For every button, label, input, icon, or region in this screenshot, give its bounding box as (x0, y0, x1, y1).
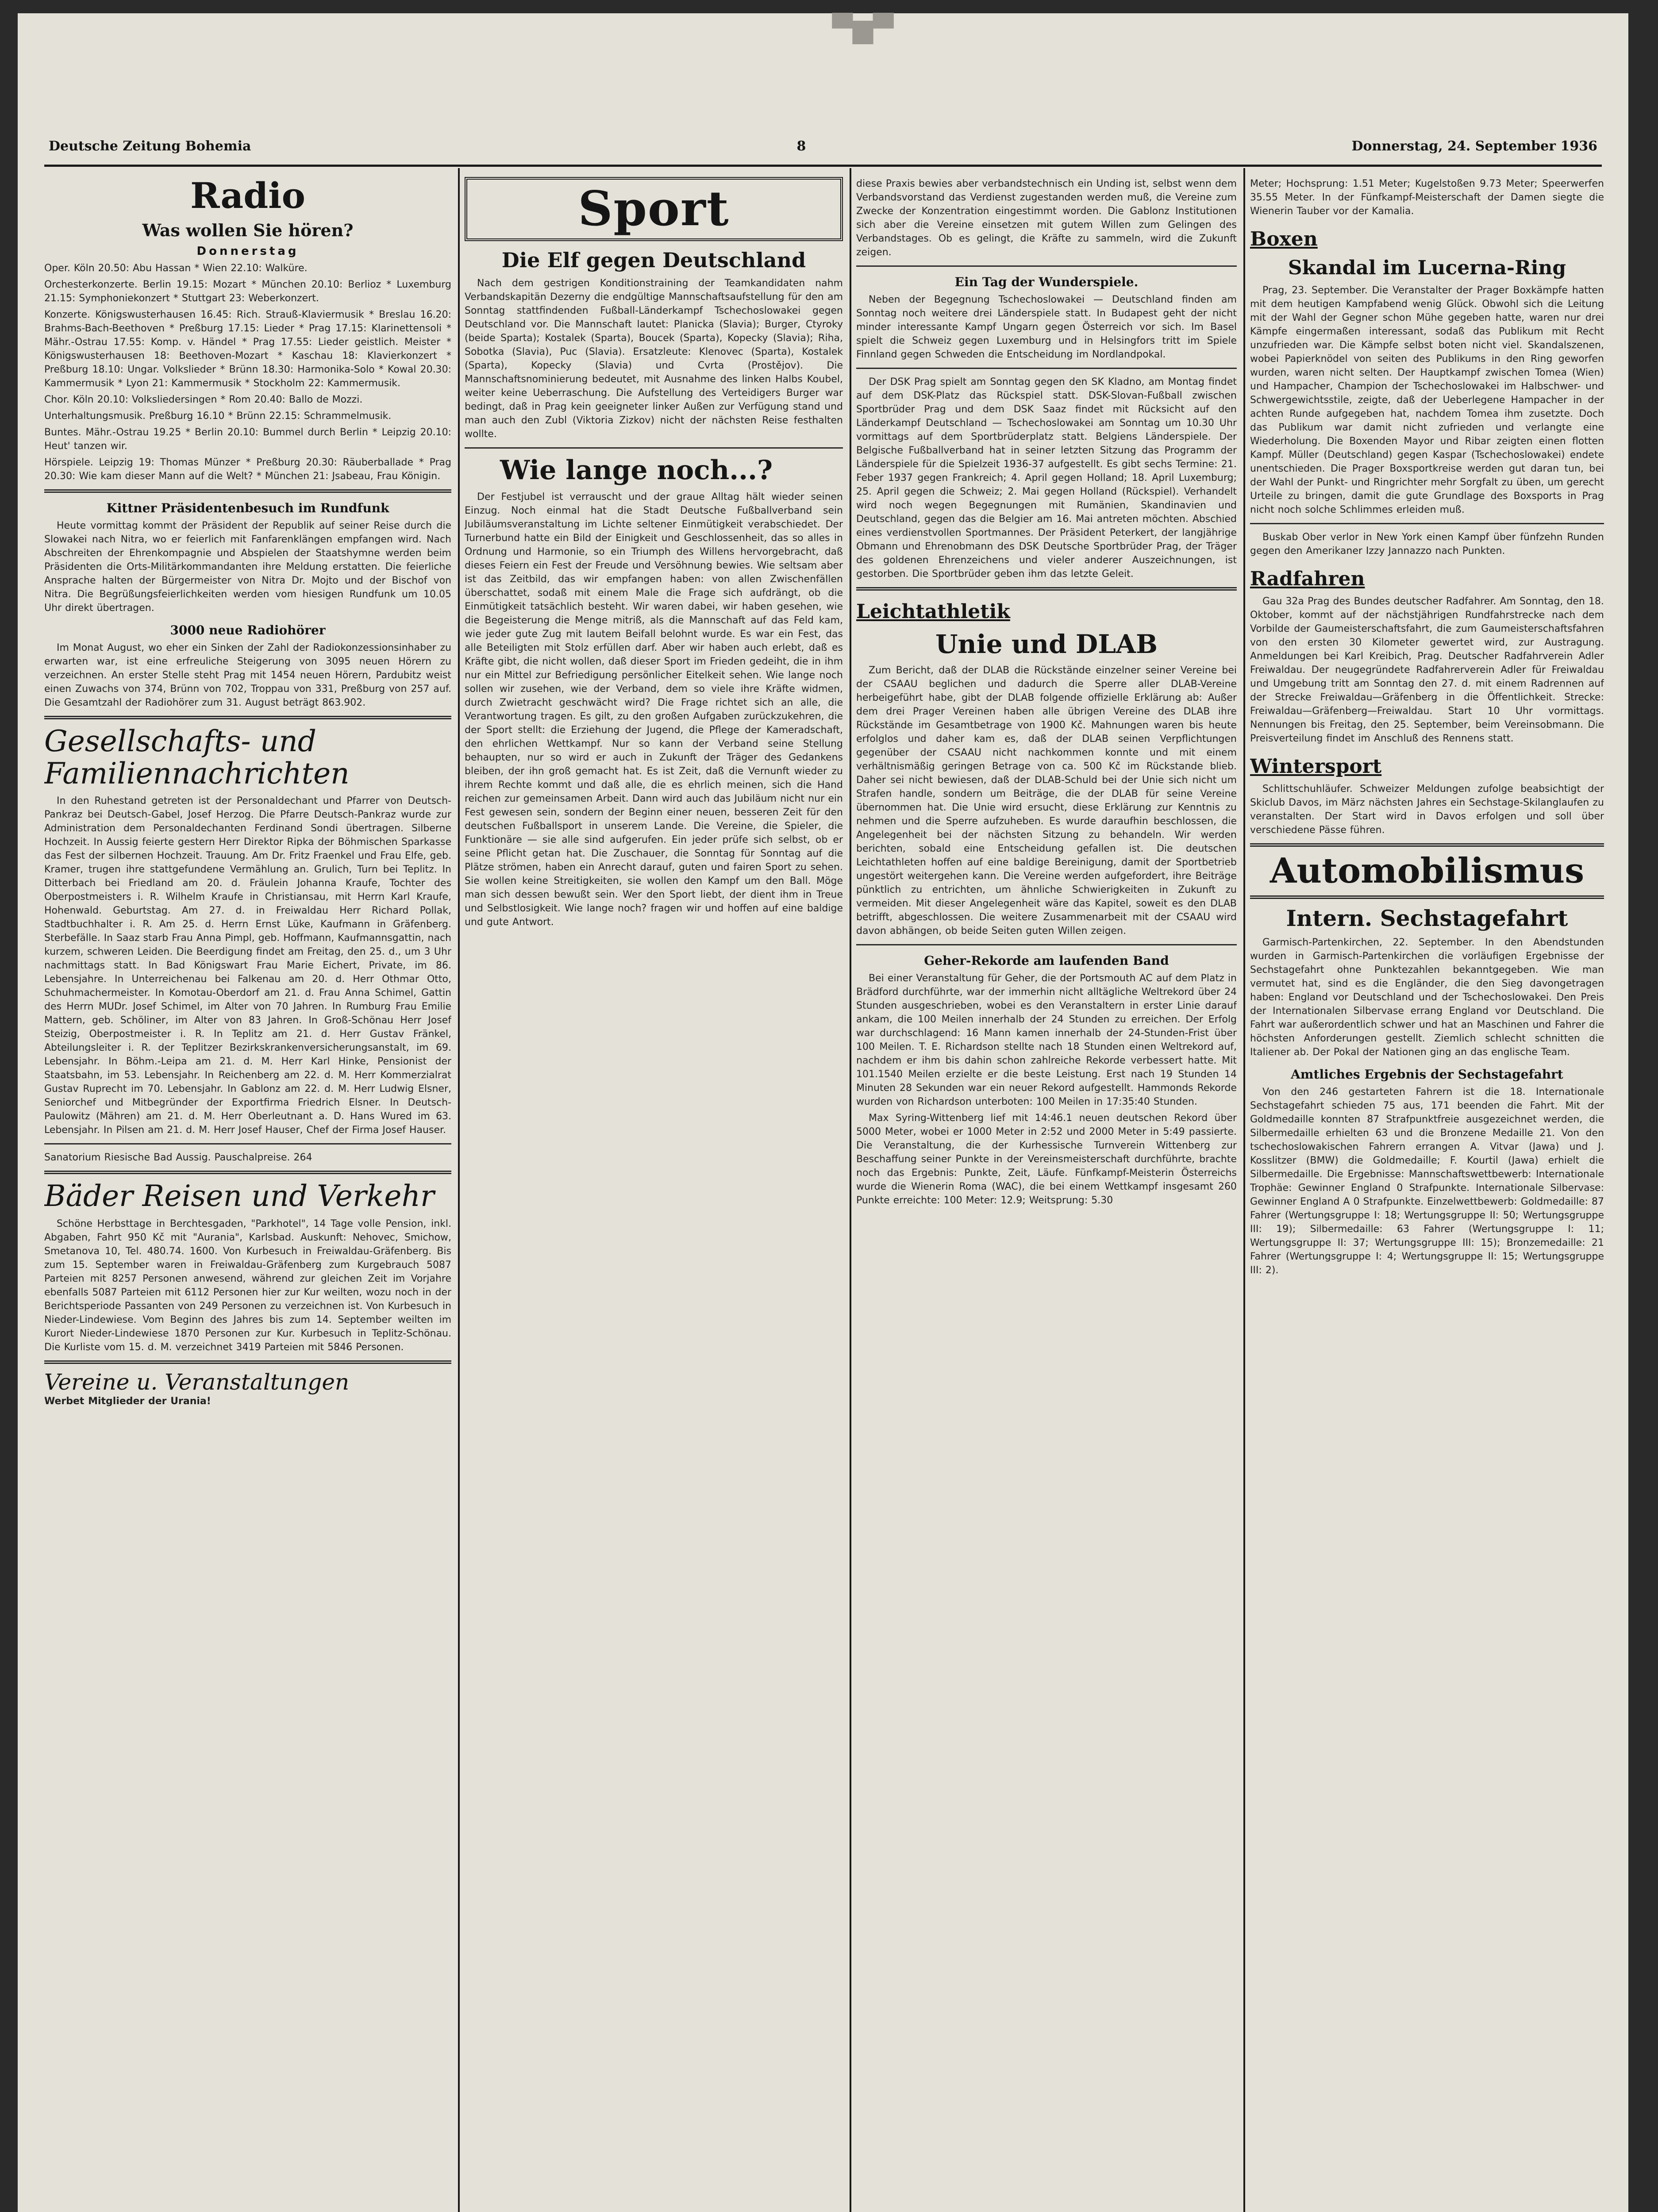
advertisement: Sanatorium Riesische Bad Aussig. Pauschalpreise. 264 (44, 1152, 312, 1164)
article-body: Bei einer Veranstaltung für Geher, die der Portsmouth AC auf dem Platz in Brädford durchführte, war der immerhin nicht alltägliche Weltrekord über 24 Stunden ausgeschrieben, wobei es den Veranstaltern in erster Linie darauf ankam, die 100 Meilen innerhalb der 24 Stunden zu erreichen. Der Erfolg war durchschlagend: 16 Mann kamen innerhalb der 24-Stunden-Frist über 100 Meilen. T. E. Richardson stellte nach 18 Stunden einen Weltrekord auf, nachdem er ihm bis dahin schon zahlreiche Rekorde verbessert hatte. Mit 101.1540 Meilen erzielte er die beste Leistung. Erst nach 19 Stunden 14 Minuten 28 Sekunden war ein neuer Rekord aufgestellt. Hammonds Rekorde wurden von Richardson unterboten: 100 Meilen in 17:35:40 Stunden. (856, 973, 1237, 1107)
divider (44, 1143, 451, 1144)
divider (44, 1171, 451, 1174)
column-boxing-motor (1250, 177, 1604, 2212)
events-notices: Werbet Mitglieder der Urania! (44, 1395, 211, 1407)
article-heading: Wie lange noch...? (500, 455, 773, 486)
article-body: Schlittschuhläufer. Schweizer Meldungen zufolge beabsichtigt der Skiclub Davos, im März nächsten Jahres ein Sechstage-Skilanglaufen zu veranstalten. Der Start wird in Davos erfolgen und soll über verschiedene Pässe führen. (1250, 783, 1604, 836)
column-sport (465, 177, 843, 2212)
article-body: Von den 246 gestarteten Fahrern ist die 18. Internationale Sechstagefahrt schieden 75 aus, 171 beenden die Fahrt. Mit der Goldmedaille konnten 87 Strafpunktfreie ausgezeichnet werden, die Silbermedaille erhielten 63 und die Bronzene Medaille 21. Von den tschechoslowakischen Fahrern errangen A. Vitvar (Jawa) und J. Kosslitzer (BMW) die Goldmedaille; F. Kourtil (Jawa) erhielt die Silbermedaille. Die Ergebnisse: Mannschaftswettbewerb: Internationale Trophäe: Gewinner England 0 Strafpunkte. Internationale Silbervase: Gewinner England A 0 Strafpunkte. Einzelwettbewerb: Goldmedaille: 87 Fahrer (Wertungsgruppe I: 18; Wertungsgruppe II: 50; Wertungsgruppe III: 19); Silbermedaille: 63 Fahrer (Wertungsgruppe I: 11; Wertungsgruppe II: 37; Wertungsgruppe III: 15); Bronzemedaille: 21 Fahrer (Wertungsgruppe I: 4; Wertungsgruppe II: 15; Wertungsgruppe III: 2). (1250, 1086, 1604, 1276)
article-heading: Geher-Rekorde am laufenden Band (924, 953, 1169, 968)
article-heading: Amtliches Ergebnis der Sechstagefahrt (1291, 1067, 1563, 1082)
divider (856, 265, 1237, 267)
column-divider (458, 168, 460, 2212)
radio-item: Konzerte. Königswusterhausen 16.45: Rich. Strauß-Klaviermusik * Breslau 16.20: Brahms-Bach-Beethoven * Preßburg 17.15: Lieder * Prag 17.15: Klarinettensoli * Mähr.-Ostrau 17.55: Komp. v. Händel * Prag 17.55: Lieder geistlich. Meister * Königswusterhausen 18: Beethoven-Mozart * Kaschau 18: Klavierkonzert * Preßburg 18.10: Ungar. Volkslieder * Brünn 18.30: Harmonika-Solo * Kowal 20.30: Kammermusik * Lyon 21: Kammermusik * Stockholm 22: Kammermusik. (44, 309, 451, 389)
section-title: Radfahren (1250, 568, 1365, 590)
article-body: Neben der Begegnung Tschechoslowakei — Deutschland finden am Sonntag noch weitere drei Länderspiele statt. In Budapest geht der nicht minder interessante Kampf Ungarn gegen Österreich vor sich. Im Basel spielt die Schweiz gegen Luxemburg und in Helsingfors tritt im Spiele Finnland gegen Schweden die Entscheidung im Nordlandpokal. (856, 294, 1237, 360)
column-divider (850, 168, 851, 2212)
radio-item: Buntes. Mähr.-Ostrau 19.25 * Berlin 20.10: Bummel durch Berlin * Leipzig 20.10: Heut' tanzen wir. (44, 427, 451, 452)
article-heading: 3000 neue Radiohörer (170, 623, 326, 637)
archive-stamp: ▀▆▀ (832, 13, 894, 44)
sport-title: Sport (578, 181, 730, 237)
article-body: Der DSK Prag spielt am Sonntag gegen den SK Kladno, am Montag findet auf dem DSK-Platz das Rückspiel statt. DSK-Slovan-Fußball zwischen Sportbrüder Prag und dem DSK Saaz findet mit Rücksicht auf den Länderkampf Deutschland — Tschechoslowakei am Sonntag um 10.30 Uhr vormittags auf dem Sportbrüderplatz statt. Belgiens Länderspiele. Der Belgische Fußballverband hat in seiner letzten Sitzung das Programm der Länderspiele für die Spielzeit 1936-37 aufgestellt. Es gibt sechs Termine: 21. Feber 1937 gegen Frankreich; 4. April gegen Holland; 18. April Luxemburg; 25. April gegen die Schweiz; 2. Mai gegen Holland (Rückspiel). Verhandelt wird noch wegen Begegnungen mit Rumänien, Skandinavien und Deutschland, gegen das die Belgier am 16. Mai antreten möchten. Abschied eines verdienstvollen Sportmannes. Der Präsident Peterkert, der langjährige Obmann und Ehrenobmann des DSK Deutsche Sportbrüder Prag, der Träger des goldenen Ehrenzeichens und vieler anderer Auszeichnungen, ist gestorben. Die Sportbrüder geben ihm das letzte Geleit. (856, 376, 1237, 580)
article-heading: Ein Tag der Wunderspiele. (954, 275, 1139, 289)
radio-day: Donnerstag (196, 245, 299, 258)
newspaper-page (18, 13, 1628, 2212)
article-heading: Kittner Präsidentenbesuch im Rundfunk (106, 501, 389, 515)
section-title: Wintersport (1250, 755, 1382, 778)
article-body: Heute vormittag kommt der Präsident der Republik auf seiner Reise durch die Slowakei nach Nitra, wo er feierlich mit Fanfarenklängen empfangen wird. Nach Abschreiten der Ehrenkompagnie und Abspielen der Staatshymne werden beim Präsidenten die Orts-Militärkommandanten ihre Meldung erstatten. Die feierliche Ansprache halten der Bürgermeister von Nitra Dr. Mojto und der Bischof von Nitra. Die Begrüßungsfeierlichkeiten werden vom hiesigen Rundfunk um 10.05 Uhr direkt übertragen. (44, 520, 451, 614)
family-notices: In den Ruhestand getreten ist der Personaldechant und Pfarrer von Deutsch-Pankraz bei Deutsch-Gabel, Josef Herzog. Die Pfarre Deutsch-Pankraz wurde zur Administration dem Personaldechanten Ferdinand Sondi übertragen. Silberne Hochzeit. In Aussig feierte gestern Herr Direktor Ripka der Böhmischen Sparkasse das Fest der silbernen Hochzeit. Trauung. Am Dr. Fritz Fraenkel und Frau Elfe, geb. Kramer, trugen ihre stattgefundene Vermählung an. Grulich, Turn bei Teplitz. In Ditterbach bei Friedland am 20. d. Fräulein Johanna Kraufe, Tochter des Oberpostmeisters i. R. Wilhelm Kraufe in Christiansau, mit Herrn Karl Kraufe, Hohenwald. Geburtstag. Am 27. d. in Freiwaldau Herr Richard Pollak, Stadtbuchhalter i. R. Am 25. d. Herrn Ernst Lüke, Kaufmann in Gräfenberg. Sterbefälle. In Saaz starb Frau Anna Pimpl, geb. Hoffmann, Kaufmannsgattin, nach kurzem, schweren Leiden. Die Beerdigung findet am Freitag, den 25. d., um 3 Uhr nachmittags statt. In Bad Königswart Frau Marie Eichert, Private, im 86. Lebensjahre. In Unterreichenau bei Falkenau am 20. d. Herr Othmar Otto, Schuhmachermeister. In Komotau-Oberdorf am 21. d. Frau Anna Schimel, Gattin des Herrn MUDr. Josef Schimel, im Alter von 70 Jahren. In Rumburg Frau Emilie Mattern, geb. Schöliner, im Alter von 83 Jahren. In Groß-Schönau Herr Josef Steizig, Oberpostmeister i. R. In Teplitz am 21. d. Herr Gustav Fränkel, Abteilungsleiter i. R. der Teplitzer Bezirkskrankenversicherungsanstalt, im 69. Lebensjahr. In Böhm.-Leipa am 21. d. M. Herr Karl Hinke, Pensionist der Staatsbahn, im 53. Lebensjahr. In Reichenberg am 22. d. M. Herr Kommerzialrat Gustav Ruprecht im 70. Lebensjahr. In Gablonz am 22. d. M. Herr Ludwig Elsner, Seniorchef und Mitbegründer der Exportfirma Friedrich Elsner. In Deutsch-Paulowitz (Mähren) am 21. d. M. Herr Oberleutnant a. D. Hans Wured im 63. Lebensjahr. In Pilsen am 21. d. M. Herr Josef Hauser, Chef der Firma Josef Hauser. (44, 795, 451, 1136)
travel-notices: Schöne Herbsttage in Berchtesgaden, "Parkhotel", 14 Tage volle Pension, inkl. Abgaben, Fahrt 950 Kč mit "Aurania", Karlsbad. Auskunft: Nehovec, Smichow, Smetanova 10, Tel. 480.74. 1600. Von Kurbesuch in Freiwaldau-Gräfenberg. Bis zum 15. September waren in Freiwaldau-Gräfenberg zum Kurgebrauch 5087 Parteien mit 8257 Personen anwesend, während zur gleichen Zeit im Vorjahre ebenfalls 5087 Parteien mit 6112 Personen hier zur Kur weilten, wozu noch in der Berichtsperiode Passanten von 249 Personen zu verzeichnen ist. Von Kurbesuch in Nieder-Lindewiese. Vom Beginn des Jahres bis zum 14. September weilten im Kurort Nieder-Lindewiese 1870 Personen zur Kur. Kurbesuch in Teplitz-Schönau. Die Kurliste vom 15. d. M. verzeichnet 3419 Parteien mit 5846 Personen. (44, 1218, 451, 1353)
column-radio-family (44, 177, 451, 2212)
divider (856, 944, 1237, 945)
page-number: 8 (796, 138, 806, 154)
radio-program (44, 261, 451, 483)
events-section-title: Vereine u. Veranstaltungen (44, 1369, 350, 1395)
divider (44, 489, 451, 493)
article-heading: Skandal im Lucerna-Ring (1288, 257, 1566, 279)
divider (465, 447, 843, 449)
article-body: Garmisch-Partenkirchen, 22. September. In den Abendstunden wurden in Garmisch-Partenkirchen die vorläufigen Ergebnisse der Sechstagefahrt ohne Punktezahlen bekanntgegeben. Wie man vermutet hat, sind es die Engländer, die den Sieg davongetragen haben: England vor Deutschland und der Tschechoslowakei. Den Preis der Internationalen Silbervase errang England vor Deutschland. Die Fahrt war außerordentlich schwer und hat an Maschinen und Fahrer die höchsten Anforderungen gestellt. Ziemlich schlecht schnitten die Italiener ab. Der Pokal der Nationen ging an das englische Team. (1250, 937, 1604, 1058)
section-title: Boxen (1250, 228, 1318, 250)
column-divider (1243, 168, 1245, 2212)
travel-section-title: Bäder Reisen und Verkehr (44, 1179, 435, 1214)
article-body: Max Syring-Wittenberg lief mit 14:46.1 neuen deutschen Rekord über 5000 Meter, wobei er 1000 Meter in 2:52 und 2000 Meter in 5:49 passierte. Die Veranstaltung, die der Kurhessische Turnverein Wittenberg zur Beschaffung seiner Punkte in der Vereinsmeisterschaft durchführte, brachte noch das Ergebnis: Punkte, Zeit, Läufe. Fünfkampf-Meisterin Österreichs wurde die Wienerin Roma (WAC), die bei einem Wettkampf insgesamt 260 Punkte erreichte: 100 Meter: 12.9; Weitsprung: 5.30 (856, 1113, 1237, 1206)
article-body: Nach dem gestrigen Konditionstraining der Teamkandidaten nahm Verbandskapitän Dezerny die endgültige Mannschaftsaufstellung für den am Sonntag stattfindenden Fußball-Länderkampf Tschechoslowakei gegen Deutschland vor. Die Mannschaft lautet: Planicka (Slavia); Burger, Ctyroky (beide Sparta); Kostalek (Sparta), Boucek (Sparta), Kopecky (Slavia); Riha, Sobotka (Slavia), Puc (Slavia). Ersatzleute: Klenovec (Sparta), Kostalek (Sparta), Kopecky (Slavia) und Cvrta (Prostějov). Die Mannschaftsnominierung bedeutet, mit Ausnahme des linken Halbs Koubel, weiter keine Ueberraschung. Die Aufstellung des Verteidigers Burger war bedingt, daß in Prag kein geeigneter linker Außen zur Verfügung stand und man auch den Zubl (Viktoria Zizkov) nicht der nächsten Reise festhalten wollte. (465, 278, 843, 440)
section-title: Leichtathletik (856, 600, 1010, 623)
divider (1250, 523, 1604, 524)
radio-item: Oper. Köln 20.50: Abu Hassan * Wien 22.10: Walküre. (44, 263, 308, 274)
article-heading: Intern. Sechstagefahrt (1286, 905, 1568, 931)
radio-item: Unterhaltungsmusik. Preßburg 16.10 * Brünn 22.15: Schrammelmusik. (44, 411, 392, 422)
article-body: Im Monat August, wo eher ein Sinken der Zahl der Radiokonzessionsinhaber zu erwarten war, ist eine erfreuliche Steigerung von 3095 neuen Hörern zu verzeichnen. An erster Stelle steht Prag mit 1454 neuen Hörern, Pardubitz weist einen Zuwachs von 374, Brünn von 702, Troppau von 331, Preßburg von 257 auf. Die Gesamtzahl der Radiohörer zum 31. August beträgt 863.902. (44, 642, 451, 708)
article-heading: Die Elf gegen Deutschland (501, 248, 806, 273)
sport-masthead-box (465, 177, 843, 241)
divider (1250, 895, 1604, 899)
issue-date: Donnerstag, 24. September 1936 (1351, 138, 1597, 154)
article-body: Meter; Hochsprung: 1.51 Meter; Kugelstoßen 9.73 Meter; Speerwerfen 35.55 Meter. In der Fünfkampf-Meisterschaft der Damen siegte die Wienerin Tauber vor der Kamalia. (1250, 178, 1604, 217)
family-section-title: Gesellschafts- und Familiennachrichten (44, 724, 350, 791)
radio-item: Chor. Köln 20.10: Volksliedersingen * Rom 20.40: Ballo de Mozzi. (44, 394, 363, 405)
newspaper-name: Deutsche Zeitung Bohemia (49, 138, 251, 154)
article-body: Buskab Ober verlor in New York einen Kampf über fünfzehn Runden gegen den Amerikaner Izzy Jannazzo nach Punkten. (1250, 532, 1604, 557)
article-body: Zum Bericht, daß der DLAB die Rückstände einzelner seiner Vereine bei der CSAAU beglichen und dadurch die Sperre aller DLAB-Vereine herbeigeführt habe, gibt der DLAB folgende offizielle Erklärung ab: Außer dem drei Prager Vereinen haben alle übrigen Vereine des DLAB ihre Rückstände im Gesamtbetrage von 1900 Kč. Mahnungen waren bis heute erfolglos und daher kam es, daß der DLAB seinen Verpflichtungen gegenüber der CSAAU nicht nachkommen konnte und mit einem verhältnismäßig geringen Betrage von ca. 500 Kč im Rückstande blieb. Daher sei nicht bewiesen, daß der DLAB-Schuld bei der Unie sich nicht um Strafen handle, sondern um Beiträge, die der DLAB für seine Vereine übernommen hat. Die Unie wird ersucht, diese Erklärung zur Kenntnis zu nehmen und die Sperre aufzuheben. Es wurde daraufhin beschlossen, die Angelegenheit bei der nächsten Sitzung zu behandeln. Wir werden berichten, sobald eine Entscheidung gefallen ist. Die deutschen Leichtathleten hoffen auf eine baldige Bereinigung, damit der Sportbetrieb ungestört weitergehen kann. Die Vereine werden aufgefordert, ihre Beiträge pünktlich zu entrichten, um ähnliche Schwierigkeiten in Zukunft zu vermeiden. Mit dieser Angelegenheit wäre das Kapitel, soweit es den DLAB betrifft, abgeschlossen. Die weitere Zusammenarbeit mit der CSAAU wird davon abhängen, ob beide Seiten guten Willen zeigen. (856, 665, 1237, 937)
radio-item: Hörspiele. Leipzig 19: Thomas Münzer * Preßburg 20.30: Räuberballade * Prag 20.30: Wie kam dieser Mann auf die Welt? * München 21: Jsabeau, Frau Königin. (44, 457, 451, 482)
radio-subtitle: Was wollen Sie hören? (142, 220, 354, 240)
radio-title: Radio (190, 177, 305, 216)
divider (856, 587, 1237, 591)
article-body: Prag, 23. September. Die Veranstalter der Prager Boxkämpfe hatten mit dem heutigen Kampfabend wenig Glück. Obwohl sich die Leitung mit der Wahl der Gegner schon Mühe gegeben hatte, waren nur drei Kämpfe eingermaßen interessant, sodaß das Publikum mit Recht unzufrieden war. Die Kämpfe selbst boten nicht viel. Skandalszenen, wobei Papierknödel von seiten des Publikums in den Ring geworfen wurden, waren nicht selten. Der Hauptkampf zwischen Tomea (Wien) und Hampacher, Champion der Tschechoslowakei im Halbschwer- und Schwergewichtsstile, zeigte, daß der Ueberlegene Hampacher in der achten Runde aufgegeben hat, nachdem Tomea ihm zusetzte. Doch das Publikum war damit nicht zufrieden und verlangte eine Wiederholung. Die Boxenden Mayor und Ribar zeigten einen flotten Kampf. Müller (Deutschland) gegen Kaspar (Tschechoslowakei) endete unentschieden. Die Prager Boxsportkreise werden gut daran tun, bei der Wahl der Punkt- und Ringrichter mehr Sorgfalt zu üben, um gerecht Urteile zu bringen, damit die gute Grundlage des Boxsports in Prag nicht noch solche Schlimmes erleiden muß. (1250, 285, 1604, 515)
header-rule (44, 165, 1602, 167)
article-body: Gau 32a Prag des Bundes deutscher Radfahrer. Am Sonntag, den 18. Oktober, kommt auf der nächstjährigen Rundfahrstrecke nach dem Vorbilde der Gaumeisterschaftsfahrt, die zum Gaumeisterschaftsfahren von den ersten 30 Kilometer gewertet wird, zur Austragung. Anmeldungen bei Karl Kreibich, Prag. Deutscher Radfahrverein Adler Freiwaldau. Der neugegründete Radfahrerverein Adler für Freiwaldau und Umgebung tritt am Sonntag den 27. d. mit einem Radrennen auf der Strecke Freiwaldau—Gräfenberg in die Öffentlichkeit. Strecke: Freiwaldau—Gräfenberg—Freiwaldau. Start 10 Uhr vormittags. Nennungen bis Freitag, den 25. September, beim Vereinsobmann. Die Preisverteilung findet im Anschluß des Rennens statt. (1250, 596, 1604, 744)
article-body: diese Praxis bewies aber verbandstechnisch ein Unding ist, selbst wenn dem Verbandsvorstand das Verdienst zugestanden werden muß, die Vereine zum Zwecke der Konzentration eingestimmt worden. Die Gablonz Institutionen sich aber die Vereine einsetzen mit gutem Willen zum Gelingen des Verbandstages. Ob es gelingt, die Kräfte zu sammeln, wird die Zukunft zeigen. (856, 178, 1237, 258)
article-body: Der Festjubel ist verrauscht und der graue Alltag hält wieder seinen Einzug. Noch einmal hat die Stadt Deutsche Fußballverband sein Jubiläumsveranstaltung im Lichte seltener Einmütigkeit verabschiedet. Der Turnerbund hatte ein Bild der Einigkeit und Geschlossenheit, das so alles in Ordnung und Harmonie, so ein Triumph des Willens hervorgebracht, daß dieses Feiern ein Fest der Freude und Versöhnung bewies. Wie seltsam aber ist das Zeitbild, das wir empfangen haben: von allen Zwischenfällen überschattet, sodaß mit einem Male die Frage sich aufdrängt, ob die Einmütigkeit tatsächlich besteht. Wir waren dabei, wir haben gesehen, wie die Begeisterung die Menge mitriß, als die Mannschaft auf das Feld kam, wie jeder gute Zug mit lautem Beifall belohnt wurde. Es war ein Fest, das alle Beteiligten mit Stolz erfüllen darf. Aber wir haben auch erlebt, daß es Kräfte gibt, die nicht wollen, daß dieser Sport im Frieden gedeiht, die in ihm nur ein Mittel zur Befriedigung persönlicher Eitelkeit sehen. Wie lange noch sollen wir zusehen, wie der Verband, dem so viele ihre Kräfte widmen, durch Zwietracht geschwächt wird? Die Frage richtet sich an alle, die Verantwortung tragen. Es gilt, zu den großen Aufgaben zurückzukehren, die der Sport stellt: die Erziehung der Jugend, die Pflege der Kameradschaft, den ehrlichen Wettkampf. Nur so kann der Verband seine Stellung behaupten, nur so wird er auch in Zukunft der Träger des Gedankens bleiben, der ihn groß gemacht hat. Es ist Zeit, daß die Vernunft wieder zu ihrem Rechte kommt und daß alle, die es ehrlich meinen, sich die Hand reichen zur gemeinsamen Arbeit. Dann wird auch das Jubiläum nicht nur ein Fest gewesen sein, sondern der Beginn einer neuen, besseren Zeit für den deutschen Fußballsport in unserem Lande. Die Vereine, die Spieler, die Funktionäre — sie alle sind aufgerufen. Ein jeder prüfe sich selbst, ob er seine Pflicht getan hat. Die Zuschauer, die Sonntag für Sonntag auf die Plätze strömen, haben ein Anrecht darauf, guten und fairen Sport zu sehen. Sie wollen keine Streitigkeiten, sie wollen den Kampf um den Ball. Möge man sich dessen bewußt sein. Wer den Sport liebt, der dient ihm in Treue und Selbstlosigkeit. Wie lange noch? fragen wir und hoffen auf eine baldige und gute Antwort. (465, 492, 843, 928)
divider (856, 368, 1237, 369)
divider (44, 1360, 451, 1364)
divider (1250, 843, 1604, 847)
divider (44, 716, 451, 719)
article-heading: Unie und DLAB (935, 629, 1158, 659)
automobilismus-title: Automobilismus (1269, 851, 1585, 891)
page-header (49, 128, 1597, 164)
radio-item: Orchesterkonzerte. Berlin 19.15: Mozart * München 20.10: Berlioz * Luxemburg 21.15: Symphoniekonzert * Stuttgart 23: Weberkonzert. (44, 279, 451, 304)
column-sport-cont (856, 177, 1237, 2212)
